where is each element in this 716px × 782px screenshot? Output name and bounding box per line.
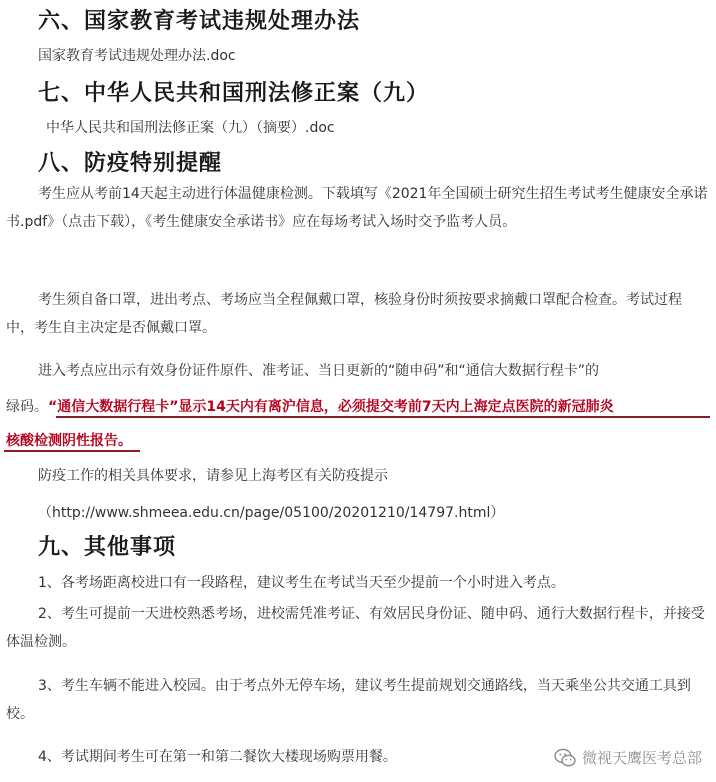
highlight-text-1: “通信大数据行程卡”显示14天内有离沪信息，必须提交考前7天内上海定点医院的新冠肺炎 [48,399,614,415]
epidemic-paragraph-3-line-1: 进入考点应出示有效身份证件原件、准考证、当日更新的“随申码”和“通信大数据行程卡”的 [38,363,600,379]
section-7-file-link[interactable]: 中华人民共和国刑法修正案（九）（摘要）.doc [46,120,335,136]
other-item-3: 3、考生车辆不能进入校园。由于考点外无停车场，建议考生提前规划交通路线，当天乘坐公共交通工具到校。 [6,678,691,722]
epidemic-paragraph-4: 防疫工作的相关具体要求，请参见上海考区有关防疫提示 [38,468,388,484]
highlight-text-2: 核酸检测阴性报告。 [6,433,132,449]
watermark-text: 微视天鹰医考总部 [581,749,702,767]
section-6-file-link[interactable]: 国家教育考试违规处理办法.doc [38,48,236,64]
highlight-underline-2 [4,450,140,452]
green-code-text: 绿码。 [6,399,48,415]
epidemic-paragraph-1: 考生应从考前14天起主动进行体温健康检测。下载填写《2021年全国硕士研究生招生考试考生健康安全承诺书.pdf》（点击下载），《考生健康安全承诺书》应在每场考试入场时交予监考人员。 [6,186,708,230]
epidemic-link[interactable]: （http://www.shmeea.edu.cn/page/05100/20201210/14797.html） [38,505,505,521]
watermark [554,747,702,768]
section-8-heading: 八、防疫特别提醒 [38,151,223,176]
other-item-4: 4、考试期间考生可在第一和第二餐饮大楼现场购票用餐。 [38,749,397,765]
highlight-underline-1 [56,416,710,418]
section-6-heading: 六、国家教育考试违规处理办法 [38,9,361,34]
epidemic-paragraph-2: 考生须自备口罩，进出考点、考场应当全程佩戴口罩，核验身份时须按要求摘戴口罩配合检查。考试过程中，考生自主决定是否佩戴口罩。 [6,292,682,336]
section-7-heading: 七、中华人民共和国刑法修正案（九） [38,81,430,106]
epidemic-paragraph-3-line-2 [6,396,614,416]
other-item-1: 1、各考场距离校进口有一段路程，建议考生在考试当天至少提前一个小时进入考点。 [38,575,565,591]
section-9-heading: 九、其他事项 [38,535,177,560]
epidemic-paragraph-3-line-3 [6,430,132,450]
other-item-2: 2、考生可提前一天进校熟悉考场，进校需凭准考证、有效居民身份证、随申码、通行大数据行程卡，并接受体温检测。 [6,606,705,650]
wechat-icon [554,748,576,768]
